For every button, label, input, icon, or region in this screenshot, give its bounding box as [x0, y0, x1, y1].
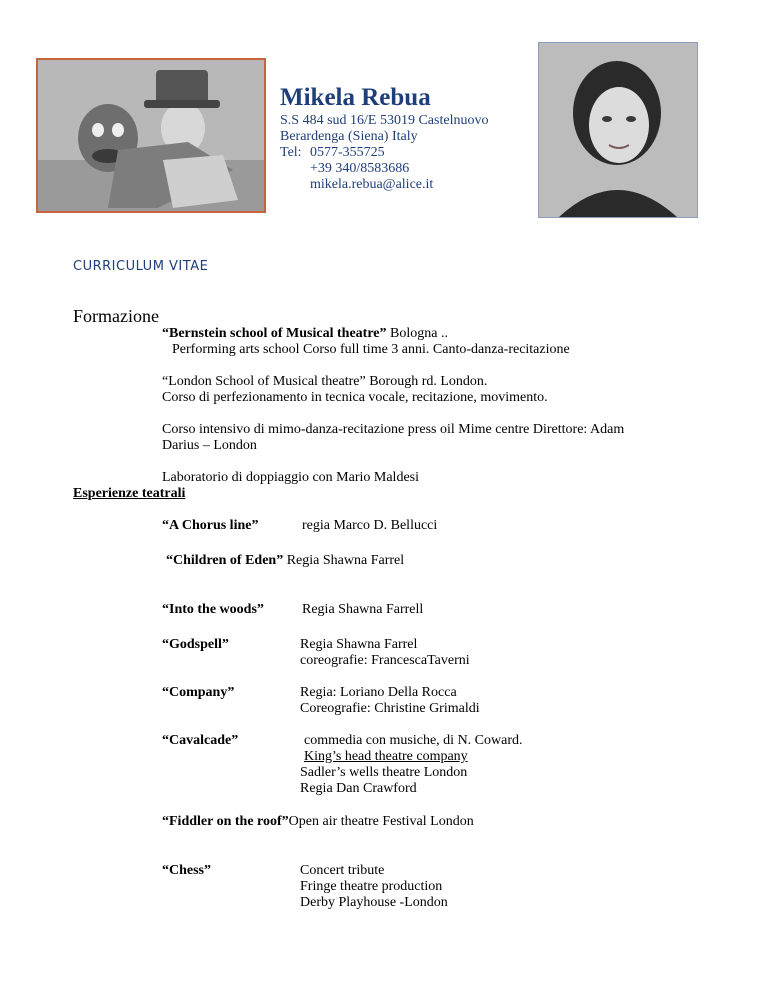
performer-photo-illustration: [38, 60, 264, 211]
show-title-cavalcade: “Cavalcade”: [162, 733, 239, 748]
phone-line-2: +39 340/8583686: [310, 161, 410, 176]
show-detail-chorus-line: regia Marco D. Bellucci: [302, 518, 438, 533]
formazione-entry-2-line-1: “London School of Musical theatre” Borough rd. London.: [162, 374, 488, 389]
show-title-chorus-line: “A Chorus line”: [162, 518, 259, 533]
contact-block: [280, 113, 488, 193]
phone-line-1: [280, 145, 488, 161]
show-title-into-the-woods: “Into the woods”: [162, 602, 264, 617]
tel-label: Tel:: [280, 145, 302, 160]
formazione-entry-1-location: Bologna ..: [386, 326, 448, 341]
formazione-entry-3-line-1: Corso intensivo di mimo-danza-recitazione press oil Mime centre Direttore: Adam: [162, 422, 625, 437]
address-line-2: Berardenga (Siena) Italy: [280, 129, 418, 144]
portrait-illustration: [539, 43, 697, 217]
formazione-entry-1-line-1: [162, 326, 448, 342]
section-heading-esperienze: Esperienze teatrali: [73, 486, 186, 501]
performer-with-puppet-photo: [36, 58, 266, 213]
section-heading-formazione: Formazione: [73, 306, 159, 326]
show-detail-chess-1: Concert tribute: [300, 863, 385, 878]
show-detail-chess-3: Derby Playhouse -London: [300, 895, 448, 910]
address-line-1: S.S 484 sud 16/E 53019 Castelnuovo: [280, 113, 489, 128]
show-detail-cavalcade-1: commedia con musiche, di N. Coward.: [304, 733, 523, 748]
show-row-fiddler: [162, 814, 474, 830]
formazione-entry-1-line-2: Performing arts school Corso full time 3 anni. Canto-danza-recitazione: [172, 342, 570, 357]
portrait-photo: [538, 42, 698, 218]
show-detail-chess-2: Fringe theatre production: [300, 879, 443, 894]
show-detail-company-1: Regia: Loriano Della Rocca: [300, 685, 457, 700]
show-title-children-of-eden: “Children of Eden”: [166, 553, 284, 568]
show-detail-fiddler: Open air theatre Festival London: [288, 814, 474, 829]
candidate-name: Mikela Rebua: [280, 84, 431, 111]
formazione-entry-3-line-2: Darius – London: [162, 438, 257, 453]
formazione-entry-2-line-2: Corso di perfezionamento in tecnica vocale, recitazione, movimento.: [162, 390, 548, 405]
show-detail-children-of-eden: Regia Shawna Farrel: [286, 553, 405, 568]
cv-title: CURRICULUM VITAE: [73, 259, 209, 274]
show-detail-cavalcade-company: King’s head theatre company: [304, 749, 468, 764]
tel-1: 0577-355725: [310, 145, 385, 160]
formazione-entry-4-line-1: Laboratorio di doppiaggio con Mario Maldesi: [162, 470, 419, 485]
show-detail-cavalcade-4: Regia Dan Crawford: [300, 781, 417, 796]
show-detail-into-the-woods: Regia Shawna Farrell: [302, 602, 424, 617]
show-detail-cavalcade-3: Sadler’s wells theatre London: [300, 765, 468, 780]
show-detail-godspell-2: coreografie: FrancescaTaverni: [300, 653, 470, 668]
show-row-children-of-eden: [166, 553, 404, 569]
show-detail-company-2: Coreografie: Christine Grimaldi: [300, 701, 480, 716]
show-title-fiddler: “Fiddler on the roof”: [162, 814, 289, 829]
email-link[interactable]: mikela.rebua@alice.it: [310, 177, 434, 192]
show-detail-godspell-1: Regia Shawna Farrel: [300, 637, 418, 652]
show-title-godspell: “Godspell”: [162, 637, 229, 652]
formazione-entry-1-title: “Bernstein school of Musical theatre”: [162, 326, 387, 341]
show-title-company: “Company”: [162, 685, 235, 700]
show-title-chess: “Chess”: [162, 863, 212, 878]
